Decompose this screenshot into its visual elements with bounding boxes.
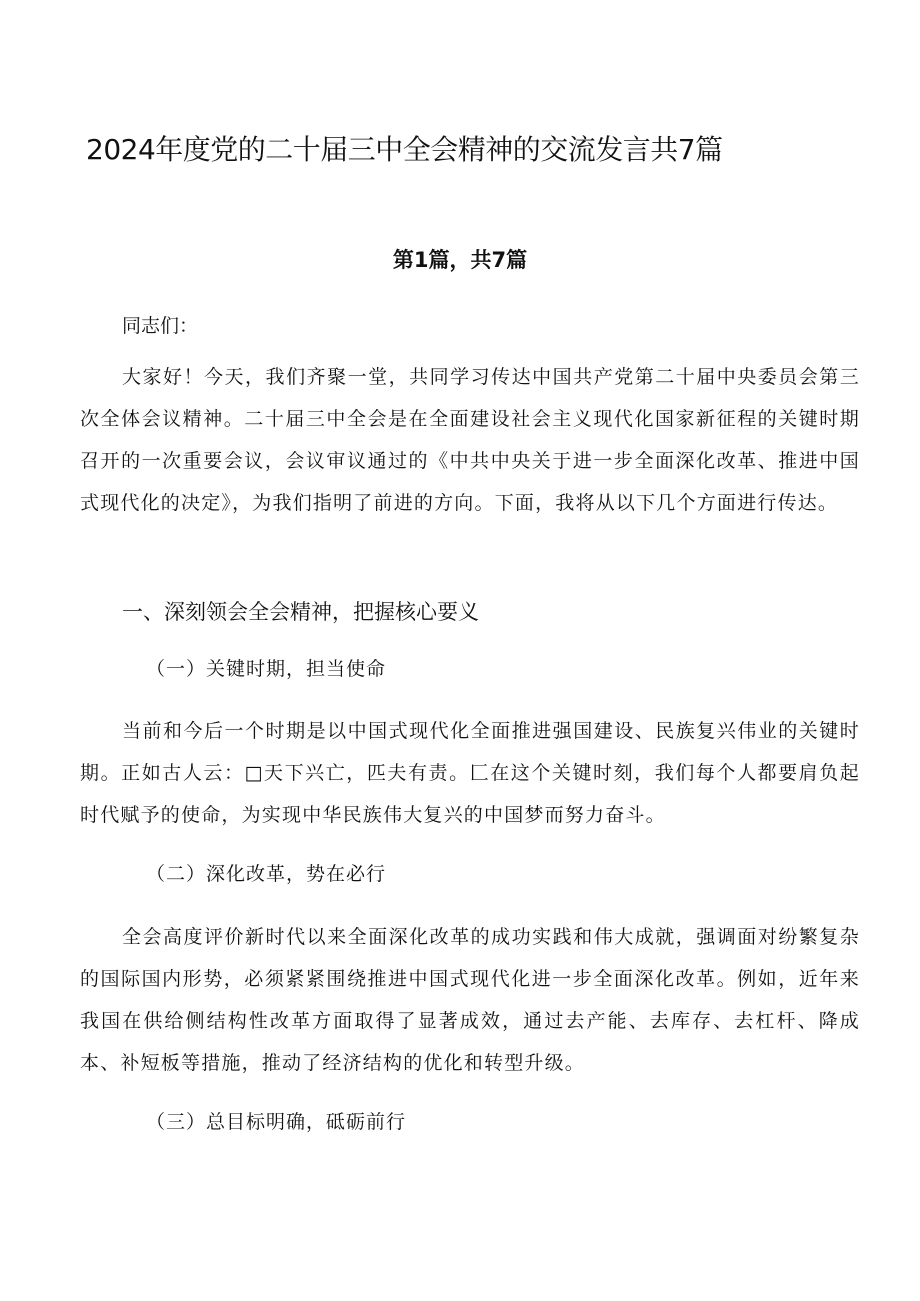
- subheading-one: （一）关键时期，担当使命: [146, 658, 387, 680]
- document-title: 2024年度党的二十届三中全会精神的交流发言共7篇: [86, 133, 723, 166]
- body-paragraph-one: 当前和今后一个时期是以中国式现代化全面推进强国建设、民族复兴伟业的关键时期。正如古人云：□天下兴亡，匹夫有责。匚在这个关键时刻，我们每个人都要肩负起时代赋予的使命，为实现中华民族伟大复兴的中国梦而努力奋斗。: [80, 720, 860, 826]
- salutation: 同志们：: [122, 315, 199, 337]
- heading-one: 一、深刻领会全会精神，把握核心要义: [122, 600, 479, 624]
- subheading-three: （三）总目标明确，砥砺前行: [146, 1111, 407, 1133]
- subheading-two: （二）深化改革，势在必行: [146, 863, 387, 885]
- section-label: 第1篇，共7篇: [392, 248, 528, 272]
- intro-paragraph: 大家好！今天，我们齐聚一堂，共同学习传达中国共产党第二十届中央委员会第三次全体会议精神。二十届三中全会是在全面建设社会主义现代化国家新征程的关键时期召开的一次重要会议，会议审议通过的《中共中央关于进一步全面深化改革、推进中国式现代化的决定》，为我们指明了前进的方向。下面，我将从以下几个方面进行传达。: [80, 366, 860, 514]
- body-paragraph-two: 全会高度评价新时代以来全面深化改革的成功实践和伟大成就，强调面对纷繁复杂的国际国内形势，必须紧紧围绕推进中国式现代化进一步全面深化改革。例如，近年来我国在供给侧结构性改革方面取得了显著成效，通过去产能、去库存、去杠杆、降成本、补短板等措施，推动了经济结构的优化和转型升级。: [80, 926, 860, 1074]
